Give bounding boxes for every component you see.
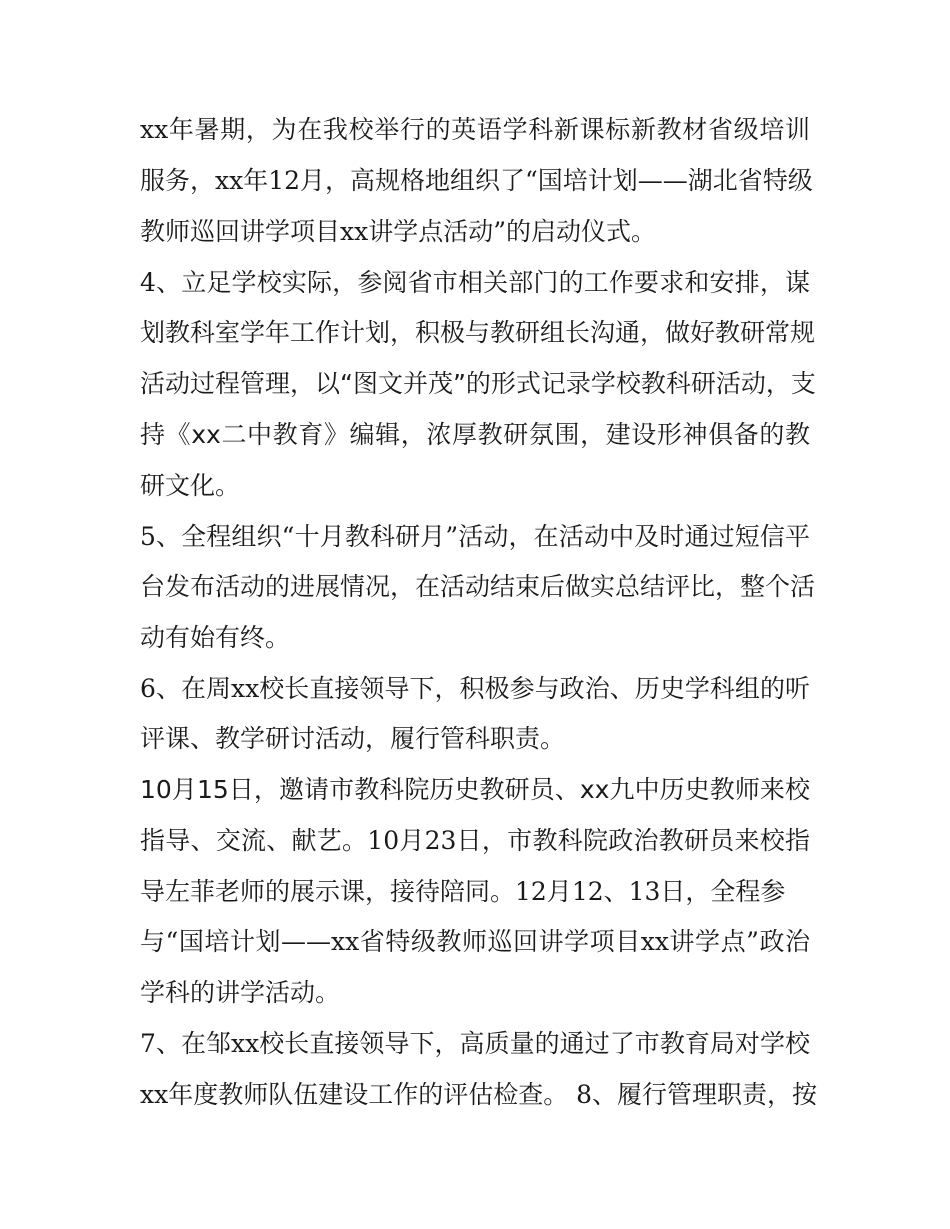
- text-line: 5、全程组织“十月教科研月”活动，在活动中及时通过短信平: [140, 522, 810, 551]
- text-line: xx年暑期，为在我校举行的英语学科新课标新教材省级培训: [140, 115, 810, 144]
- text-line: 台发布活动的进展情况，在活动结束后做实总结评比，整个活: [140, 572, 816, 601]
- text-line: 导左菲老师的展示课，接待陪同。12月12、13日，全程参: [140, 877, 786, 906]
- text-line: 持《xx二中教育》编辑，浓厚教研氛围，建设形神俱备的教: [140, 420, 810, 449]
- text-line: 指导、交流、献艺。10月23日，市教科院政治教研员来校指: [140, 826, 810, 855]
- text-line: 研文化。: [140, 471, 241, 500]
- text-line: 10月15日，邀请市教科院历史教研员、xx九中历史教师来校: [140, 775, 810, 804]
- text-line: 7、在邹xx校长直接领导下，高质量的通过了市教育局对学校: [140, 1029, 810, 1058]
- text-line: 4、立足学校实际，参阅省市相关部门的工作要求和安排，谋: [140, 268, 810, 297]
- text-line: 教师巡回讲学项目xx讲学点活动”的启动仪式。: [140, 217, 656, 246]
- text-line: 划教科室学年工作计划，积极与教研组长沟通，做好教研常规: [140, 318, 816, 347]
- text-line: 与“国培计划——xx省特级教师巡回讲学项目xx讲学点”政治: [140, 927, 810, 956]
- text-line: 动有始有终。: [140, 623, 291, 652]
- text-line: 学科的讲学活动。: [140, 978, 341, 1007]
- text-line: xx年度教师队伍建设工作的评估检查。 8、履行管理职责，按: [140, 1080, 818, 1109]
- text-line: 活动过程管理，以“图文并茂”的形式记录学校教科研活动，支: [140, 369, 816, 398]
- text-line: 服务，xx年12月，高规格地组织了“国培计划——湖北省特级: [140, 166, 813, 195]
- text-line: 6、在周xx校长直接领导下，积极参与政治、历史学科组的听: [140, 674, 810, 703]
- text-line: 评课、教学研讨活动，履行管科职责。: [140, 724, 566, 753]
